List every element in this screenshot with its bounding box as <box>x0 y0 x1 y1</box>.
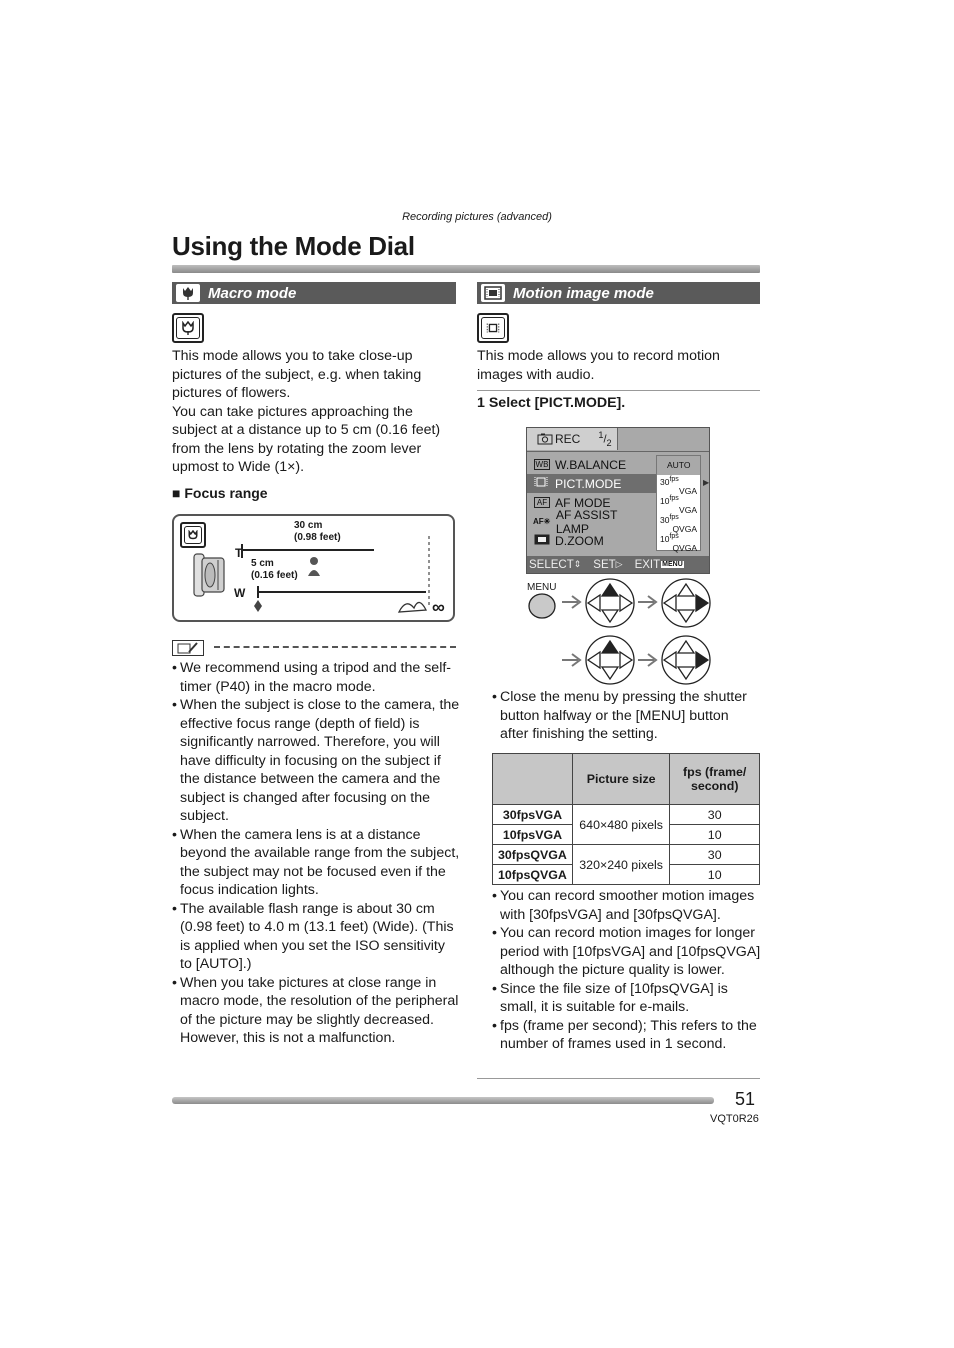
table-cell: 10fpsQVGA <box>493 865 573 885</box>
note-icon <box>172 640 204 656</box>
tele-distance-ft: (0.98 feet) <box>294 532 341 543</box>
tele-label: T <box>235 546 243 560</box>
page-num: 1 <box>598 430 604 441</box>
list-item: • Close the menu by pressing the shutter button halfway or the [MENU] button after finishing the setting. <box>492 688 760 744</box>
page-den: 2 <box>606 437 612 448</box>
table-row <box>493 805 760 825</box>
menu-item-wbalance[interactable] <box>529 455 653 474</box>
notes-divider <box>214 646 456 648</box>
motion-mode-heading-text: Motion image mode <box>513 284 654 302</box>
table-cell: 320×240 pixels <box>572 845 670 885</box>
focus-range-lines <box>174 516 454 620</box>
button-sequence <box>526 576 716 688</box>
option-30fps-qvga[interactable] <box>657 513 700 532</box>
motion-mode-dial-icon <box>477 313 509 343</box>
wide-distance-cm: 5 cm <box>251 558 274 569</box>
option-res: VGA <box>679 504 697 515</box>
fps-table <box>492 753 760 885</box>
option-30fps-vga[interactable] <box>657 475 700 494</box>
camera-menu-screen <box>526 427 710 574</box>
step-1 <box>477 395 625 411</box>
menu-key-icon: MENU <box>662 561 683 568</box>
menu-item-label: W.BALANCE <box>555 457 627 472</box>
af-assist-icon: AF✳ <box>533 517 551 526</box>
option-fps: 10 <box>660 533 670 544</box>
fps-unit: fps <box>669 476 679 483</box>
table-header: Picture size <box>572 754 670 805</box>
motion-notes <box>492 887 762 1054</box>
menu-button-label: MENU <box>527 582 557 593</box>
set-hint: SET <box>593 558 616 571</box>
right-arrow-icon: ▷ <box>615 559 623 569</box>
macro-mode-dial-icon <box>172 313 204 343</box>
menu-tab-label: REC <box>555 432 581 446</box>
page-title: Using the Mode Dial <box>172 231 415 261</box>
option-fps: 30 <box>660 476 670 487</box>
updown-arrow-icon: ⇕ <box>573 559 582 569</box>
macro-mode-heading-text: Macro mode <box>208 284 297 302</box>
table-header <box>493 754 573 805</box>
focus-range-heading: ■ Focus range <box>172 485 268 501</box>
option-10fps-vga[interactable] <box>657 494 700 513</box>
submenu-arrow-icon: ▶ <box>703 478 710 487</box>
list-item: • We recommend using a tripod and the self-timer (P40) in the macro mode. <box>172 659 460 696</box>
step-divider <box>477 390 760 391</box>
step-text: Select [PICT.MODE]. <box>488 395 626 411</box>
film-icon <box>481 284 505 302</box>
pict-mode-options <box>656 455 701 551</box>
table-cell: 30 <box>670 805 760 825</box>
select-hint: SELECT <box>529 558 574 571</box>
motion-description: This mode allows you to record motion images with audio. <box>477 348 720 383</box>
step-number: 1 <box>477 395 485 411</box>
option-10fps-qvga[interactable] <box>657 532 700 551</box>
menu-item-label: AF MODE <box>555 495 611 510</box>
table-cell: 640×480 pixels <box>572 805 670 845</box>
table-row <box>493 845 760 865</box>
fps-unit: fps <box>669 514 679 521</box>
menu-item-label: D.ZOOM <box>555 533 604 548</box>
macro-description-p1: This mode allows you to take close-up pictures of the subject, e.g. when taking pictures of flowers. <box>172 348 422 401</box>
list-item: • You can record smoother motion images with [30fpsVGA] and [30fpsQVGA]. <box>492 887 762 924</box>
menu-tab-divider <box>527 451 709 452</box>
list-item: • When you take pictures at close range in macro mode, the resolution of the peripheral of the picture may be slightly decreased. However, this is not a malfunction. <box>172 974 460 1048</box>
option-fps: 30 <box>660 514 670 525</box>
table-header: fps (frame/ second) <box>670 754 760 805</box>
exit-hint: EXIT <box>634 558 661 571</box>
table-cell: 30fpsQVGA <box>493 845 573 865</box>
menu-bottom-bar <box>527 556 709 573</box>
option-fps: 10 <box>660 495 670 506</box>
wide-label: W <box>234 586 246 600</box>
document-code: VQT0R26 <box>710 1113 759 1125</box>
menu-items <box>529 455 653 550</box>
menu-item-label: PICT.MODE <box>555 476 622 491</box>
focus-range-diagram <box>172 514 455 622</box>
option-res: QVGA <box>672 523 697 534</box>
section-end-rule <box>477 1078 760 1079</box>
list-item: • You can record motion images for longer period with [10fpsVGA] and [10fpsQVGA] although the picture quality is lower. <box>492 924 762 980</box>
table-cell: 10 <box>670 825 760 845</box>
macro-description <box>172 347 460 477</box>
wb-icon: WB <box>535 460 549 469</box>
fps-unit: fps <box>669 495 679 502</box>
menu-item-afassist[interactable] <box>529 507 653 536</box>
infinity-symbol: ∞ <box>432 597 445 617</box>
menu-item-label: AF ASSIST LAMP <box>555 507 618 536</box>
option-res: VGA <box>679 485 697 496</box>
dzoom-icon <box>534 534 550 548</box>
list-item: • Since the file size of [10fpsQVGA] is small, it is suitable for e-mails. <box>492 980 762 1017</box>
list-item: • When the camera lens is at a distance beyond the available range from the subject, the subject may not be focused even if the focus indication lights. <box>172 826 460 900</box>
wide-distance-ft: (0.16 feet) <box>251 570 298 581</box>
tele-distance-cm: 30 cm <box>294 520 323 531</box>
fps-unit: fps <box>669 533 679 540</box>
list-item: • When the subject is close to the camera, the effective focus range (depth of field) is significantly narrowed. Therefore, you will have difficulty in focusing on the subject if the distance between the camera and the subject is changed after focusing on the subject. <box>172 696 460 826</box>
table-cell: 10fpsVGA <box>493 825 573 845</box>
menu-button[interactable] <box>529 594 555 618</box>
title-rule <box>172 265 760 273</box>
table-cell: 30fpsVGA <box>493 805 573 825</box>
macro-mode-heading <box>172 282 456 304</box>
table-cell: 30 <box>670 845 760 865</box>
page-number: 51 <box>735 1089 756 1109</box>
option-res: QVGA <box>672 542 697 553</box>
auto-value: AUTO <box>657 456 700 475</box>
macro-flower-icon <box>176 284 200 302</box>
running-head: Recording pictures (advanced) <box>402 211 552 223</box>
menu-page-indicator: $^1/_2$ <box>598 430 612 448</box>
macro-notes <box>172 659 460 1048</box>
camera-icon <box>537 433 553 445</box>
af-icon: AF <box>534 497 550 508</box>
footer-rule <box>172 1097 714 1104</box>
menu-close-note <box>492 688 760 744</box>
pict-mode-icon <box>534 476 550 491</box>
list-item: • The available flash range is about 30 cm (0.98 feet) to 4.0 m (13.1 feet) (Wide). (This is applied when you set the ISO sensitivity to [AUTO].) <box>172 900 460 974</box>
list-item: • fps (frame per second); This refers to the number of frames used in 1 second. <box>492 1017 762 1054</box>
menu-tab-rec[interactable] <box>527 428 618 450</box>
table-cell: 10 <box>670 865 760 885</box>
motion-mode-heading <box>477 282 760 304</box>
macro-description-p2: You can take pictures approaching the subject at a distance up to 5 cm (0.16 feet) from the lens by rotating the zoom lever upmost to Wide (1×). <box>172 403 441 475</box>
